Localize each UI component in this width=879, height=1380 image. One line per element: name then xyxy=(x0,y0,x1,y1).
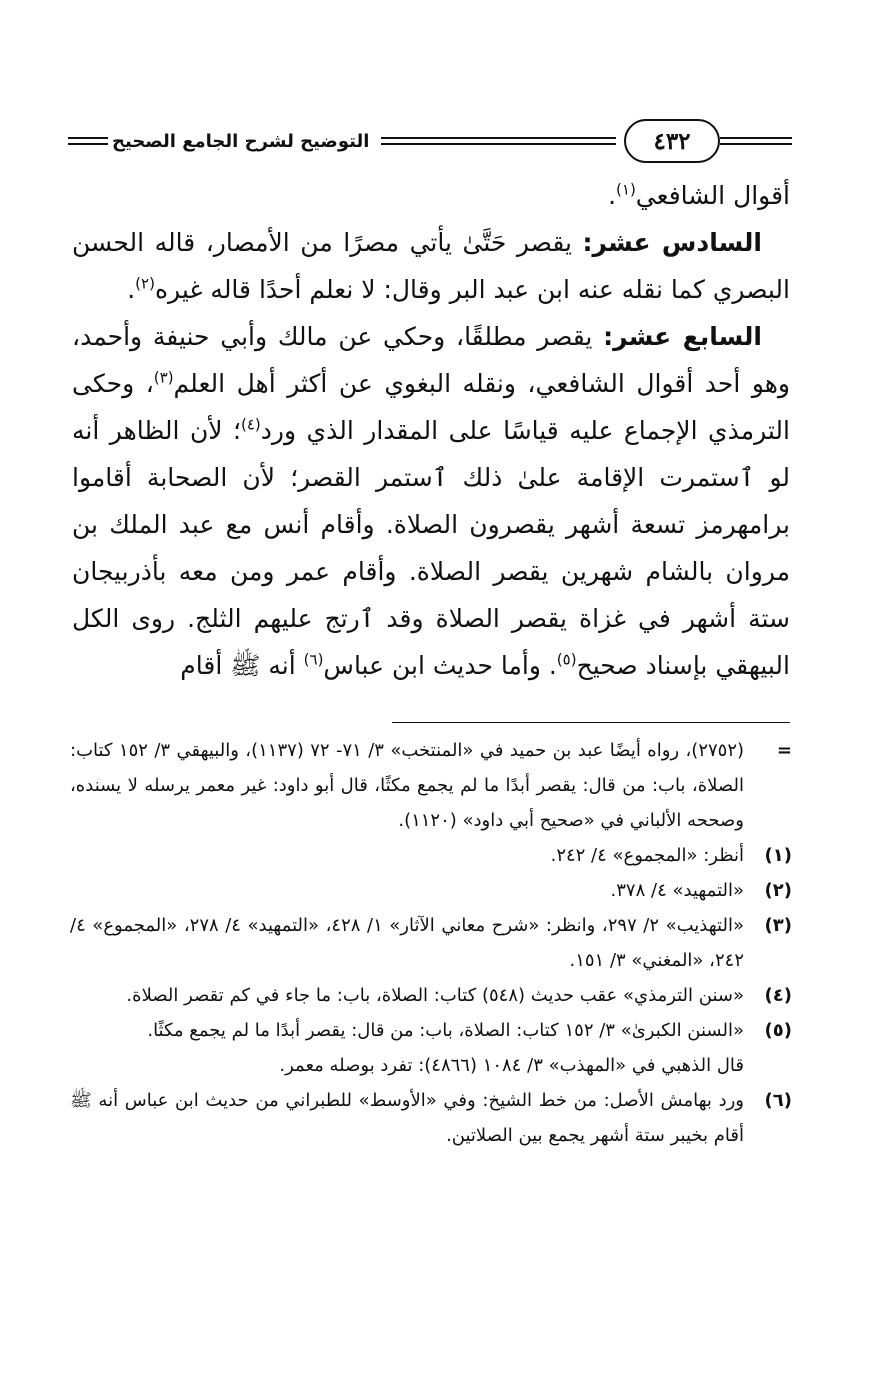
main-text xyxy=(72,172,790,689)
page-number xyxy=(624,119,720,163)
footnote-6 xyxy=(70,1083,792,1153)
footnote-text: «السنن الكبرىٰ» ٣/ ١٥٢ كتاب: الصلاة، باب: من قال: يقصر أبدًا ما لم يجمع مكثًا. xyxy=(147,1020,744,1041)
paragraph-2-lead: السادس عشر: xyxy=(582,228,762,257)
running-header xyxy=(68,118,792,164)
footnote-mark: (٦) xyxy=(764,1090,792,1111)
footnote-mark: (٣) xyxy=(764,915,792,936)
paragraph-2: السادس عشر: يقصر حَتَّىٰ يأتي مصرًا من الأمصار، قاله الحسن البصري كما نقله عنه ابن عبد البر وقال: لا نعلم أحدًا قاله غيره$^{(٢)}$. xyxy=(72,228,790,304)
footnote-text: أنظر: «المجموع» ٤/ ٢٤٢. xyxy=(550,845,744,866)
paragraph-3: السابع عشر: يقصر مطلقًا، وحكي عن مالك وأبي حنيفة وأحمد، وهو أحد أقوال الشافعي، ونقله البغوي عن أكثر أهل العلم$^{(٣)}$، وحكى الترمذي الإجماع عليه قياسًا على المقدار الذي ورد$^{(٤)}$؛ لأن الظاهر أنه لو ٱستمرت الإقامة علىٰ ذلك ٱستمر القصر؛ لأن الصحابة أقاموا برامهرمز تسعة أشهر يقصرون الصلاة. وأقام أنس مع عبد الملك بن مروان بالشام شهرين يقصر الصلاة. وأقام عمر ومن معه بأذربيجان ستة أشهر في غزاة يقصر الصلاة وقد ٱرتج عليهم الثلج. روى الكل البيهقي بإسناد صحيح$^{(٥)}$. وأما حديث ابن عباس$^{(٦)}$ أنه ﷺ أقام xyxy=(72,322,790,680)
footnote-4 xyxy=(70,978,792,1013)
footnote-ref-4: (٤) xyxy=(241,415,261,434)
footnote-mark: (٥) xyxy=(764,1020,792,1041)
footnote-ref-6: (٦) xyxy=(303,650,324,669)
book-title: التوضيح لشرح الجامع الصحيح xyxy=(112,130,370,152)
footnote-text: «التهذيب» ٢/ ٢٩٧، وانظر: «شرح معاني الآثار» ١/ ٤٢٨، «التمهيد» ٤/ ٢٧٨، «المجموع» ٤/ ٢٤٢، «المغني» ٣/ ١٥١. xyxy=(70,915,744,971)
footnote-mark: (١) xyxy=(764,845,792,866)
footnote-continuation xyxy=(70,733,792,838)
footnote-ref-2: (٢) xyxy=(135,274,155,293)
footnote-text: «التمهيد» ٤/ ٣٧٨. xyxy=(610,880,744,901)
footnote-5 xyxy=(70,1013,792,1048)
footnotes xyxy=(70,733,792,1153)
header-rule-right xyxy=(720,137,792,145)
footnote-text: «سنن الترمذي» عقب حديث (٥٤٨) كتاب: الصلاة، باب: ما جاء في كم تقصر الصلاة. xyxy=(126,985,744,1006)
footnote-5-extra: قال الذهبي في «المهذب» ٣/ ١٠٨٤ (٤٨٦٦): تفرد بوصله معمر. xyxy=(279,1055,744,1076)
footnote-text: ورد بهامش الأصل: من خط الشيخ: وفي «الأوسط» للطبراني من حديث ابن عباس أنه ﷺ أقام بخيبر ستة أشهر يجمع بين الصلاتين. xyxy=(70,1090,744,1146)
footnote-mark: (٤) xyxy=(764,985,792,1006)
footnote-mark: (٢) xyxy=(764,880,792,901)
footnote-2 xyxy=(70,873,792,908)
footnote-continuation-text: (٢٧٥٢)، رواه أيضًا عبد بن حميد في «المنتخب» ٣/ ٧١- ٧٢ (١١٣٧)، والبيهقي ٣/ ١٥٢ كتاب: الصلاة، باب: من قال: يقصر أبدًا ما لم يجمع مكثًا، قال أبو داود: غير معمر يرسله لا يسنده، وصححه الألباني في «صحيح أبي داود» (١١٢٠). xyxy=(70,740,745,831)
paragraph-1: أقوال الشافعي$^{(١)}$. xyxy=(608,180,790,210)
footnote-ref-1: (١) xyxy=(616,180,636,199)
footnote-ref-5: (٥) xyxy=(556,650,577,669)
page-number-text: ٤٣٢ xyxy=(653,127,691,155)
footnote-divider xyxy=(392,722,790,723)
footnote-ref-3: (٣) xyxy=(153,368,174,387)
footnote-3 xyxy=(70,908,792,978)
header-rule-middle xyxy=(381,137,616,145)
paragraph-3-lead: السابع عشر: xyxy=(603,322,762,351)
header-rule-left xyxy=(68,137,108,145)
footnote-continuation-mark: = xyxy=(776,740,792,761)
footnote-1 xyxy=(70,838,792,873)
